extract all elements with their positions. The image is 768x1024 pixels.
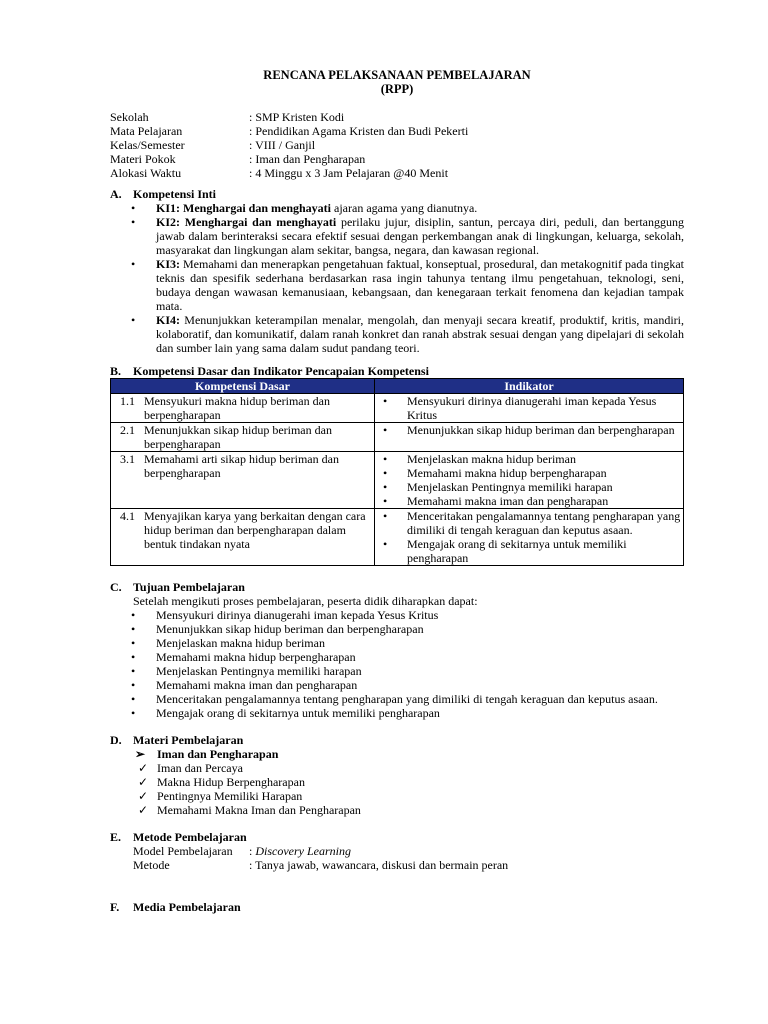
kd-number: 3.1 [120, 452, 135, 466]
kd-text: Menunjukkan sikap hidup beriman dan berpengharapan [144, 423, 332, 451]
kd-number: 1.1 [120, 394, 135, 408]
bullet-icon: • [131, 692, 136, 706]
info-row [110, 166, 684, 180]
section-title: Tujuan Pembelajaran [133, 580, 245, 594]
kd-row [111, 394, 684, 423]
ki-list [110, 201, 687, 355]
info-row [110, 152, 684, 166]
tujuan-text: Menceritakan pengalamannya tentang pengharapan yang dimiliki di tengah keraguan dan keputus asaan. [156, 692, 658, 706]
kd-text: Menyajikan karya yang berkaitan dengan cara hidup beriman dan berpengharapan dalam bentuk tindakan nyata [144, 509, 366, 551]
materi-text: Memahami Makna Iman dan Pengharapan [157, 803, 361, 817]
kd-cell-content [111, 509, 374, 551]
ki-text: Menunjukkan keterampilan menalar, mengolah, dan menyaji secara kreatif, produktif, kritis, mandiri, kolaboratif, dan komunikatif, dalam ranah konkret dan ranah abstrak sesuai dengan yang dipelajari di sekolah dan sumber lain yang sama dalam sudut pandang teori. [156, 313, 687, 355]
ki-label: KI1: Menghargai dan menghayati [156, 201, 332, 215]
kd-text: Memahami arti sikap hidup beriman dan berpengharapan [144, 452, 339, 480]
tujuan-list [110, 608, 684, 720]
bullet-icon: • [383, 509, 388, 523]
kd-cell-content [111, 423, 374, 451]
metode-key: Metode [133, 858, 170, 872]
tujuan-text: Memahami makna hidup berpengharapan [156, 650, 356, 664]
tujuan-item [110, 650, 684, 664]
indikator-item [375, 494, 683, 508]
indikator-list [375, 509, 683, 565]
materi-item [110, 775, 684, 789]
bullet-icon: • [131, 257, 136, 271]
section-letter: B. [110, 364, 122, 378]
bullet-icon: • [383, 423, 388, 437]
info-key: Kelas/Semester [110, 138, 185, 152]
tujuan-item [110, 636, 684, 650]
ki-text: Memahami dan menerapkan pengetahuan faktual, konseptual, prosedural, dan metakognitif pada tingkat teknis dan spesifik sederhana berdasarkan rasa ingin tahunya tentang ilmu pengetahuan, teknologi, seni, budaya dengan wawasan kemanusiaan, kebangsaan, dan kenegaraan terkait fenomena dan kejadian tampak mata. [156, 257, 687, 313]
section-media [110, 900, 684, 914]
bullet-icon: • [131, 678, 136, 692]
tujuan-text: Memahami makna iman dan pengharapan [156, 678, 358, 692]
document-page [110, 68, 687, 914]
bullet-icon: • [131, 608, 136, 622]
section-materi [110, 733, 684, 817]
kd-text: Mensyukuri makna hidup beriman dan berpengharapan [144, 394, 330, 422]
indikator-text: Menunjukkan sikap hidup beriman dan berpengharapan [407, 423, 675, 437]
metode-value: : Tanya jawab, wawancara, diskusi dan bermain peran [249, 858, 509, 872]
kd-number: 4.1 [120, 509, 135, 523]
section-tujuan [110, 580, 684, 720]
bullet-icon: • [383, 480, 388, 494]
section-letter: E. [110, 830, 122, 844]
ki-label: KI2: Menghargai dan menghayati [156, 215, 337, 229]
bullet-icon: • [131, 650, 136, 664]
indikator-item [375, 509, 683, 537]
tujuan-item [110, 622, 684, 636]
info-block [110, 110, 684, 180]
model-key: Model Pembelajaran [133, 844, 233, 858]
tujuan-item [110, 692, 684, 706]
materi-item [110, 803, 684, 817]
ki-item [110, 313, 687, 355]
ki-item [110, 201, 684, 215]
tujuan-item [110, 706, 684, 720]
document-title [110, 68, 684, 96]
tujuan-item [110, 664, 684, 678]
kd-number: 2.1 [120, 423, 135, 437]
indikator-text: Mengajak orang di sekitarnya untuk memiliki pengharapan [407, 537, 627, 565]
materi-heading-text: Iman dan Pengharapan [157, 747, 279, 761]
title-line-1: RENCANA PELAKSANAAN PEMBELAJARAN [263, 68, 531, 82]
ki-text: perilaku jujur, disiplin, santun, percaya diri, peduli, dan bertanggung jawab dalam berinteraksi secara efektif sesuai dengan perkembangan anak di lingkungan, keluarga, sekolah, masyarakat dan lingkungan alam sekitar, bangsa, negara, dan kawasan regional. [156, 215, 687, 257]
info-value: : Pendidikan Agama Kristen dan Budi Pekerti [249, 124, 469, 138]
bullet-icon: • [383, 452, 388, 466]
ki-label: KI3: [156, 257, 180, 271]
indikator-item [375, 466, 683, 480]
info-value: : SMP Kristen Kodi [249, 110, 345, 124]
kd-header: Kompetensi Dasar [111, 379, 375, 394]
info-row [110, 124, 684, 138]
check-icon: ✓ [138, 761, 149, 775]
materi-item [110, 761, 684, 775]
check-icon: ✓ [138, 789, 149, 803]
info-key: Alokasi Waktu [110, 166, 182, 180]
indikator-item [375, 452, 683, 466]
info-key: Mata Pelajaran [110, 124, 183, 138]
tujuan-text: Menjelaskan Pentingnya memiliki harapan [156, 664, 362, 678]
tujuan-text: Menjelaskan makna hidup beriman [156, 636, 325, 650]
kd-row [111, 509, 684, 566]
indikator-cell [375, 452, 684, 509]
indikator-text: Menceritakan pengalamannya tentang pengharapan yang dimiliki di tengah keraguan dan keputus asaan. [407, 509, 681, 537]
indikator-list [375, 452, 683, 508]
bullet-icon: • [383, 537, 388, 551]
bullet-icon: • [131, 215, 136, 229]
indikator-text: Memahami makna hidup berpengharapan [407, 466, 607, 480]
bullet-icon: • [383, 466, 388, 480]
indikator-cell [375, 509, 684, 566]
section-letter: C. [110, 580, 122, 594]
bullet-icon: • [131, 313, 136, 327]
indikator-item [375, 537, 683, 565]
kd-cell [111, 452, 375, 509]
tujuan-text: Menunjukkan sikap hidup beriman dan berpengharapan [156, 622, 424, 636]
kd-cell [111, 509, 375, 566]
indikator-item [375, 394, 683, 422]
info-key: Materi Pokok [110, 152, 176, 166]
kd-row [111, 423, 684, 452]
tujuan-intro: Setelah mengikuti proses pembelajaran, peserta didik diharapkan dapat: [133, 594, 478, 608]
info-key: Sekolah [110, 110, 149, 124]
materi-text: Makna Hidup Berpengharapan [157, 775, 305, 789]
kd-table [110, 378, 684, 566]
materi-heading [110, 747, 684, 761]
materi-list [110, 761, 684, 817]
bullet-icon: • [131, 636, 136, 650]
section-letter: D. [110, 733, 122, 747]
model-value: Discovery Learning [255, 844, 351, 858]
materi-text: Iman dan Percaya [157, 761, 243, 775]
check-icon: ✓ [138, 775, 149, 789]
section-title: Materi Pembelajaran [133, 733, 244, 747]
materi-item [110, 789, 684, 803]
indikator-list [375, 423, 683, 437]
ki-label: KI4: [156, 313, 180, 327]
kd-cell [111, 394, 375, 423]
ki-text: ajaran agama yang dianutnya. [331, 201, 478, 215]
bullet-icon: • [383, 494, 388, 508]
kd-row [111, 452, 684, 509]
bullet-icon: • [131, 622, 136, 636]
tujuan-item [110, 678, 684, 692]
section-title: Media Pembelajaran [133, 900, 241, 914]
ki-item [110, 215, 687, 257]
section-title: Metode Pembelajaran [133, 830, 247, 844]
section-metode [110, 830, 684, 872]
indikator-header: Indikator [375, 379, 684, 394]
kd-cell-content [111, 394, 374, 422]
model-colon: : [249, 844, 256, 858]
kd-cell-content [111, 452, 374, 480]
section-kompetensi-dasar [110, 364, 684, 566]
metode-row [110, 858, 684, 872]
check-icon: ✓ [138, 803, 149, 817]
section-title: Kompetensi Dasar dan Indikator Pencapaian Kompetensi [133, 364, 429, 378]
info-value: : 4 Minggu x 3 Jam Pelajaran @40 Menit [249, 166, 449, 180]
indikator-cell [375, 423, 684, 452]
bullet-icon: • [131, 201, 136, 215]
info-row [110, 110, 684, 124]
section-title: Kompetensi Inti [133, 187, 217, 201]
tujuan-text: Mengajak orang di sekitarnya untuk memiliki pengharapan [156, 706, 440, 720]
section-letter: F. [110, 900, 120, 914]
indikator-text: Menjelaskan makna hidup beriman [407, 452, 576, 466]
bullet-icon: • [131, 706, 136, 720]
kd-cell [111, 423, 375, 452]
section-letter: A. [110, 187, 122, 201]
indikator-item [375, 423, 683, 437]
tujuan-text: Mensyukuri dirinya dianugerahi iman kepada Yesus Kritus [156, 608, 439, 622]
bullet-icon: • [383, 394, 388, 408]
info-row [110, 138, 684, 152]
indikator-item [375, 480, 683, 494]
indikator-cell [375, 394, 684, 423]
title-line-2: (RPP) [380, 82, 414, 96]
indikator-text: Menjelaskan Pentingnya memiliki harapan [407, 480, 613, 494]
indikator-text: Mensyukuri dirinya dianugerahi iman kepada Yesus Kritus [407, 394, 657, 422]
indikator-text: Memahami makna iman dan pengharapan [407, 494, 609, 508]
materi-text: Pentingnya Memiliki Harapan [157, 789, 303, 803]
model-row [110, 844, 684, 858]
info-value: : VIII / Ganjil [249, 138, 316, 152]
section-kompetensi-inti [110, 187, 687, 355]
indikator-list [375, 394, 683, 422]
info-value: : Iman dan Pengharapan [249, 152, 366, 166]
arrow-icon: ➢ [135, 747, 146, 761]
ki-item [110, 257, 687, 313]
bullet-icon: • [131, 664, 136, 678]
tujuan-item [110, 608, 684, 622]
